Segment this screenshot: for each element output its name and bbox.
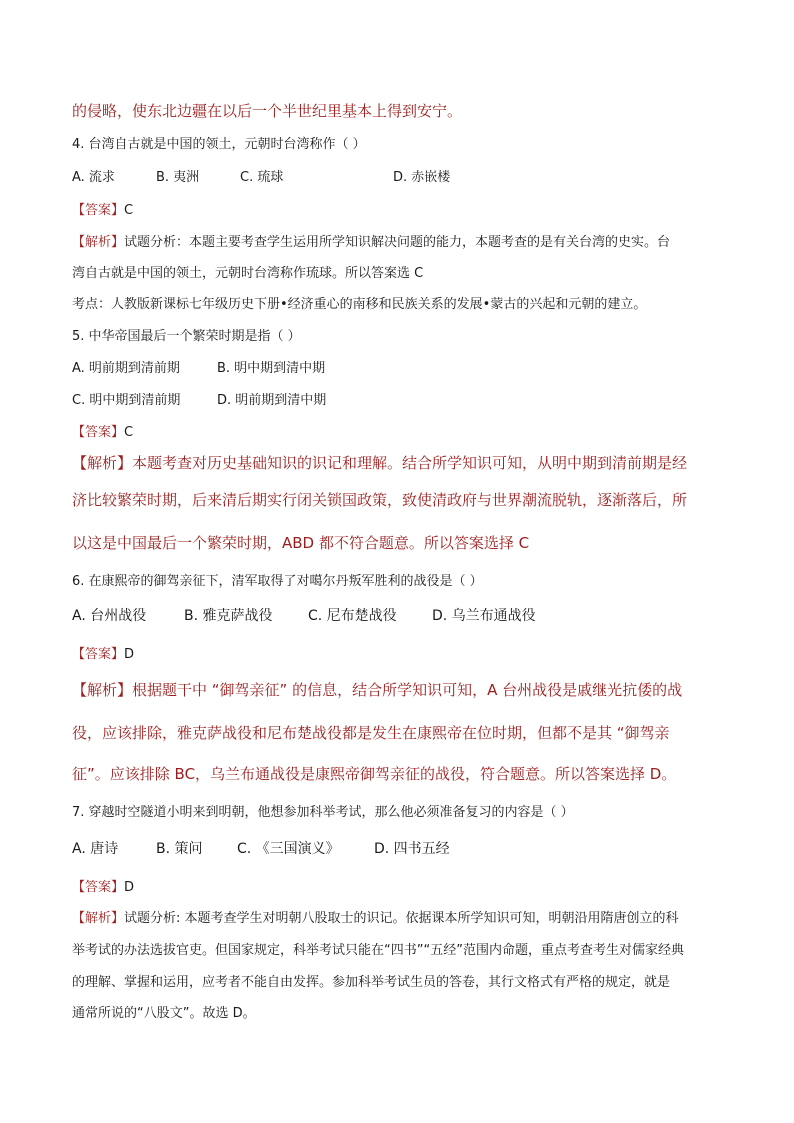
option-d: D. 四书五经 xyxy=(374,841,450,857)
option-d: D. 赤嵌楼 xyxy=(393,170,451,185)
answer-tag: 【答案】 xyxy=(72,425,125,440)
analysis-4-line-1 xyxy=(72,231,724,250)
analysis-7-line-2: 举考试的办法选拔官吏。但国家规定，科举考试只能在“四书”“五经”范围内命题，重点考查考生对儒家经典 xyxy=(72,943,684,958)
intro-line: 的侵略，使东北边疆在以后一个半世纪里基本上得到安宁。 xyxy=(72,102,463,120)
analysis-text: 本题考查对历史基础知识的识记和理解。结合所学知识可知，从明中期到清前期是经 xyxy=(132,454,688,472)
analysis-5-line-2: 济比较繁荣时期，后来清后期实行闭关锁国政策，致使清政府与世界潮流脱轨，逐渐落后，所 xyxy=(72,491,688,509)
analysis-4-line-2: 湾自古就是中国的领土，元朝时台湾称作琉球。所以答案选 C xyxy=(72,266,424,281)
analysis-6-line-1 xyxy=(72,679,724,700)
analysis-tag: 【解析】 xyxy=(72,454,133,472)
analysis-tag: 【解析】 xyxy=(72,235,125,250)
option-b: B. 雅克萨战役 xyxy=(184,608,273,624)
answer-tag: 【答案】 xyxy=(72,203,125,218)
analysis-5-line-3: 以这是中国最后一个繁荣时期，ABD 都不符合题意。所以答案选择 C xyxy=(72,534,530,552)
answer-value: D xyxy=(124,647,135,662)
answer-6 xyxy=(72,643,724,662)
note-4: 考点：人教版新课标七年级历史下册•经济重心的南移和民族关系的发展•蒙古的兴起和元朝的建立。 xyxy=(72,297,647,312)
analysis-tag: 【解析】 xyxy=(72,681,133,699)
option-b: B. 夷洲 xyxy=(156,170,200,185)
analysis-text: 根据题干中 “御驾亲征” 的信息，结合所学知识可知，A 台州战役是戚继光抗倭的战 xyxy=(132,681,683,699)
answer-7 xyxy=(72,876,724,895)
option-c: C. 《三国演义》 xyxy=(237,841,340,857)
answer-value: D xyxy=(124,880,135,895)
answer-tag: 【答案】 xyxy=(72,647,125,662)
question-6-stem: 6. 在康熙帝的御驾亲征下，清军取得了对噶尔丹叛军胜利的战役是（ ） xyxy=(72,574,483,589)
analysis-text: 试题分析: 本题考查学生对明朝八股取士的识记。依据课本所学知识可知，明朝沿用隋唐创立的科 xyxy=(124,911,679,926)
question-7-stem: 7. 穿越时空隧道小明来到明朝，他想参加科举考试，那么他必须准备复习的内容是（ ） xyxy=(72,805,574,820)
option-c: C. 尼布楚战役 xyxy=(308,608,397,624)
analysis-text: 试题分析：本题主要考查学生运用所学知识解决问题的能力，本题考查的是有关台湾的史实。台 xyxy=(124,235,671,250)
option-c: C. 明中期到清前期 xyxy=(72,393,181,408)
answer-4 xyxy=(72,199,724,218)
question-4-stem: 4. 台湾自古就是中国的领土，元朝时台湾称作（ ） xyxy=(72,137,366,152)
option-b: B. 明中期到清中期 xyxy=(217,361,326,376)
analysis-7-line-1 xyxy=(72,907,724,926)
option-d: D. 乌兰布通战役 xyxy=(432,608,536,624)
analysis-tag: 【解析】 xyxy=(72,911,125,926)
analysis-6-line-3: 征”。应该排除 BC，乌兰布通战役是康熙帝御驾亲征的战役，符合题意。所以答案选择 D。 xyxy=(72,765,677,783)
option-a: A. 唐诗 xyxy=(72,841,119,857)
option-a: A. 明前期到清前期 xyxy=(72,361,180,376)
answer-tag: 【答案】 xyxy=(72,880,125,895)
analysis-5-line-1 xyxy=(72,452,724,473)
question-5-stem: 5. 中华帝国最后一个繁荣时期是指（ ） xyxy=(72,329,301,344)
analysis-7-line-3: 的理解、掌握和运用，应考者不能自由发挥。参加科举考试生员的答卷，其行文格式有严格的规定，就是 xyxy=(72,975,671,990)
option-a: A. 流求 xyxy=(72,170,115,185)
answer-value: C xyxy=(124,425,134,440)
option-c: C. 琉球 xyxy=(240,170,284,185)
analysis-6-line-2: 役，应该排除，雅克萨战役和尼布楚战役都是发生在康熙帝在位时期，但都不是其 “御驾亲 xyxy=(72,724,670,742)
option-d: D. 明前期到清中期 xyxy=(217,393,327,408)
answer-value: C xyxy=(124,203,134,218)
option-b: B. 策问 xyxy=(156,841,203,857)
answer-5 xyxy=(72,421,724,440)
option-a: A. 台州战役 xyxy=(72,608,147,624)
analysis-7-line-4: 通常所说的“八股文”。故选 D。 xyxy=(72,1006,256,1021)
